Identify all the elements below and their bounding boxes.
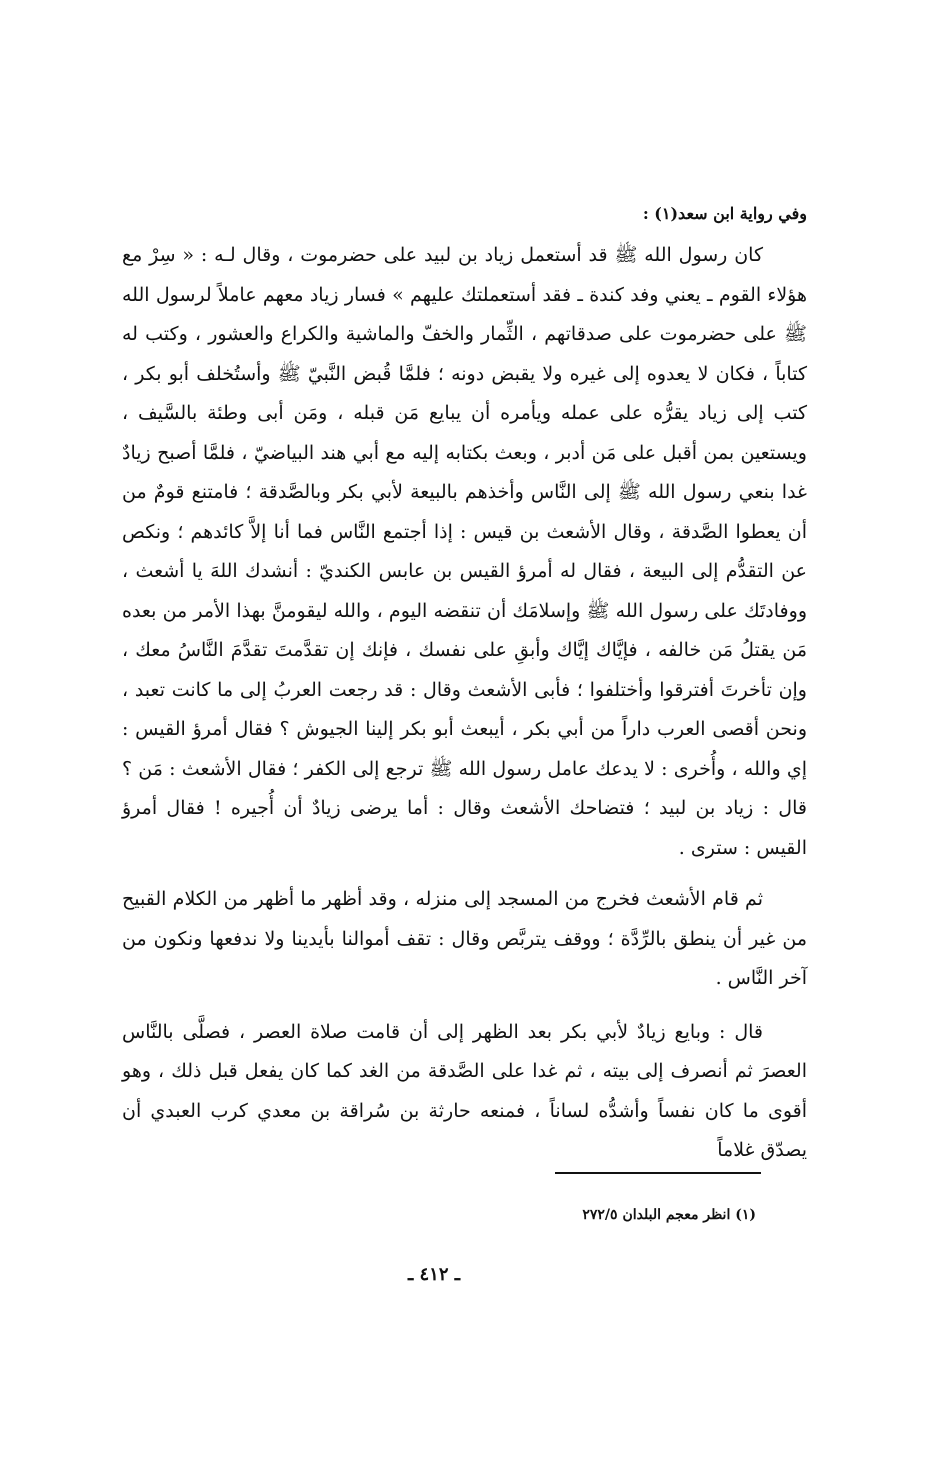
intro-line: وفي رواية ابن سعد(١) : bbox=[642, 204, 807, 223]
paragraph-2: ثم قام الأشعث فخرج من المسجد إلى منزله ، وقد أظهر ما أظهر من الكلام القبيح من غير أن ينطق بالرِّدَّة ؛ ووقف يتربَّص وقال : تقف أموالنا بأيدينا ولا ندفعها ونكون من آخر النَّاس . bbox=[122, 888, 807, 989]
page-number: ـ ٤١٢ ـ bbox=[407, 1264, 461, 1285]
paragraph-1: كان رسول الله ﷺ قد أستعمل زياد بن لبيد على حضرموت ، وقال لـه : « سِرْ مع هؤلاء القوم ـ يعني وفد كندة ـ فقد أستعملتك عليهم » فسار زياد معهم عاملاً لرسول الله ﷺ على حضرموت على صدقاتهم ، الثِّمار والخفّ والماشية والكراع والعشور ، وكتب له كتاباً ، فكان لا يعدوه إلى غيره ولا يقبض دونه ؛ فلمَّا قُبض النَّبيّ ﷺ وأستُخلف أبو بكر ، كتب إلى زياد يقرُّه على عمله ويأمره أن يبايع مَن قبله ، ومَن أبى وطئة بالسَّيف ، ويستعين بمن أقبل على مَن أدبر ، وبعث بكتابه إليه مع أبي هند البياضيّ ، فلمَّا أصبح زيادٌ غدا بنعي رسول الله ﷺ إلى النَّاس وأخذهم بالبيعة لأبي بكر وبالصَّدقة ؛ فامتنع قومٌ من أن يعطوا الصَّدقة ، وقال الأشعث بن قيس : إذا أجتمع النَّاس فما أنا إلاَّ كائدهم ؛ ونكص عن التقدُّم إلى البيعة ، فقال له أمرؤ القيس بن عابس الكنديّ : أنشدك اللهَ يا أشعث ، ووفادتَك على رسول الله ﷺ وإسلامَك أن تنقضه اليوم ، والله ليقومنَّ بهذا الأمر من بعده مَن يقتلُ مَن خالفه ، فإيَّاك إيَّاك وأبقِ على نفسك ، فإنك إن تقدَّمتَ تقدَّمَ النَّاسُ معك ، وإن تأخرتَ أفترقوا وأختلفوا ؛ فأبى الأشعث وقال : قد رجعت العربُ إلى ما كانت تعبد ، ونحن أقصى العرب داراً من أبي بكر ، أيبعث أبو بكر إلينا الجيوش ؟ فقال أمرؤ القيس : إي والله ، وأُخرى : لا يدعك عامل رسول الله ﷺ ترجع إلى الكفر ؛ فقال الأشعث : مَن ؟ قال : زياد بن لبيد ؛ فتضاحك الأشعث وقال : أما يرضى زيادٌ أن أُجيره ! فقال أمرؤ القيس : سترى . bbox=[122, 244, 807, 859]
footnote: (١) انظر معجم البلدان ٢٧٢/٥ bbox=[582, 1207, 756, 1223]
main-text bbox=[122, 200, 807, 1171]
footnote-divider bbox=[555, 1172, 761, 1174]
paragraph-3: قال : وبايع زيادٌ لأبي بكر بعد الظهر إلى أن قامت صلاة العصر ، فصلَّى بالنَّاس العصرَ ثم أنصرف إلى بيته ، ثم غدا على الصَّدقة من الغد كما كان يفعل قبل ذلك ، وهو أقوى ما كان نفساً وأشدُّه لساناً ، فمنعه حارثة بن سُراقة بن معدي كرب العبدي أن يصدّق غلاماً bbox=[122, 1020, 807, 1161]
